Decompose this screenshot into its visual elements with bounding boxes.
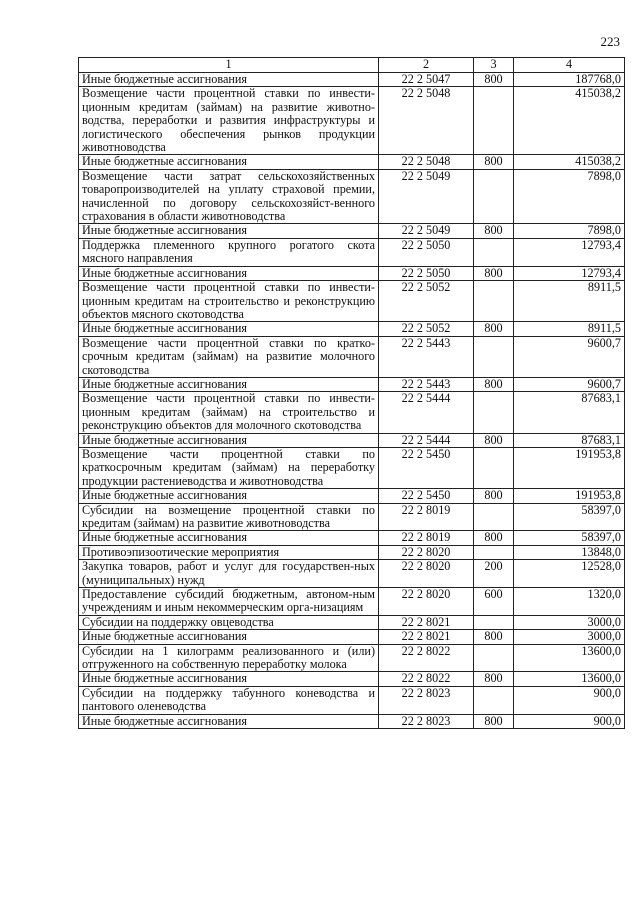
row-name-cell: Иные бюджетные ассигнования bbox=[79, 433, 379, 447]
row-code-cell: 22 2 8021 bbox=[379, 630, 474, 644]
row-code-cell: 22 2 5049 bbox=[379, 169, 474, 224]
row-expense-type-cell: 800 bbox=[474, 224, 514, 238]
row-amount-cell: 58397,0 bbox=[514, 531, 625, 545]
row-code-cell: 22 2 8023 bbox=[379, 714, 474, 728]
header-col-2: 2 bbox=[379, 58, 474, 73]
row-expense-type-cell bbox=[474, 336, 514, 377]
row-code-cell: 22 2 8019 bbox=[379, 503, 474, 531]
row-code-cell: 22 2 5048 bbox=[379, 155, 474, 169]
row-expense-type-cell bbox=[474, 686, 514, 714]
table-row bbox=[79, 155, 625, 169]
row-expense-type-cell: 800 bbox=[474, 672, 514, 686]
table-row bbox=[79, 238, 625, 266]
table-row bbox=[79, 714, 625, 728]
row-amount-cell: 415038,2 bbox=[514, 87, 625, 155]
table-row bbox=[79, 322, 625, 336]
table-row bbox=[79, 336, 625, 377]
row-expense-type-cell: 800 bbox=[474, 714, 514, 728]
row-code-cell: 22 2 5443 bbox=[379, 377, 474, 391]
row-expense-type-cell bbox=[474, 644, 514, 672]
table-row bbox=[79, 281, 625, 322]
row-amount-cell: 87683,1 bbox=[514, 392, 625, 433]
table-row bbox=[79, 433, 625, 447]
table-header-row bbox=[79, 58, 625, 73]
row-amount-cell: 13600,0 bbox=[514, 644, 625, 672]
row-amount-cell: 9600,7 bbox=[514, 336, 625, 377]
row-amount-cell: 12793,4 bbox=[514, 266, 625, 280]
row-name-cell: Иные бюджетные ассигнования bbox=[79, 73, 379, 87]
row-amount-cell: 12528,0 bbox=[514, 560, 625, 588]
row-expense-type-cell: 800 bbox=[474, 489, 514, 503]
table-row bbox=[79, 615, 625, 629]
row-name-cell: Субсидии на поддержку табунного коневодства и пантового оленеводства bbox=[79, 686, 379, 714]
row-expense-type-cell bbox=[474, 615, 514, 629]
page-number: 223 bbox=[600, 34, 620, 49]
table-row bbox=[79, 447, 625, 488]
row-code-cell: 22 2 8022 bbox=[379, 644, 474, 672]
row-expense-type-cell: 800 bbox=[474, 377, 514, 391]
row-amount-cell: 7898,0 bbox=[514, 224, 625, 238]
table-row bbox=[79, 73, 625, 87]
row-code-cell: 22 2 5444 bbox=[379, 392, 474, 433]
row-code-cell: 22 2 8020 bbox=[379, 588, 474, 616]
row-amount-cell: 13848,0 bbox=[514, 545, 625, 559]
row-amount-cell: 191953,8 bbox=[514, 489, 625, 503]
row-expense-type-cell bbox=[474, 169, 514, 224]
row-expense-type-cell: 200 bbox=[474, 560, 514, 588]
row-amount-cell: 58397,0 bbox=[514, 503, 625, 531]
row-code-cell: 22 2 5052 bbox=[379, 281, 474, 322]
table-row bbox=[79, 266, 625, 280]
row-name-cell: Иные бюджетные ассигнования bbox=[79, 489, 379, 503]
table-row bbox=[79, 503, 625, 531]
row-code-cell: 22 2 5450 bbox=[379, 489, 474, 503]
row-expense-type-cell bbox=[474, 503, 514, 531]
row-name-cell: Предоставление субсидий бюджетным, автоном-ным учреждениям и иным некоммерческим орга-низациям bbox=[79, 588, 379, 616]
row-expense-type-cell: 800 bbox=[474, 433, 514, 447]
row-code-cell: 22 2 5049 bbox=[379, 224, 474, 238]
row-name-cell: Иные бюджетные ассигнования bbox=[79, 377, 379, 391]
row-name-cell: Возмещение части процентной ставки по краткосрочным кредитам (займам) на переработку продукции растениеводства и животноводства bbox=[79, 447, 379, 488]
row-expense-type-cell: 600 bbox=[474, 588, 514, 616]
row-code-cell: 22 2 8022 bbox=[379, 672, 474, 686]
table-row bbox=[79, 630, 625, 644]
row-code-cell: 22 2 5450 bbox=[379, 447, 474, 488]
header-col-1: 1 bbox=[79, 58, 379, 73]
row-code-cell: 22 2 5047 bbox=[379, 73, 474, 87]
row-expense-type-cell: 800 bbox=[474, 322, 514, 336]
row-name-cell: Иные бюджетные ассигнования bbox=[79, 224, 379, 238]
row-name-cell: Иные бюджетные ассигнования bbox=[79, 714, 379, 728]
row-expense-type-cell bbox=[474, 238, 514, 266]
table-row bbox=[79, 489, 625, 503]
row-code-cell: 22 2 8023 bbox=[379, 686, 474, 714]
table-row bbox=[79, 560, 625, 588]
row-expense-type-cell bbox=[474, 545, 514, 559]
row-expense-type-cell: 800 bbox=[474, 630, 514, 644]
table-row bbox=[79, 377, 625, 391]
row-code-cell: 22 2 8019 bbox=[379, 531, 474, 545]
row-amount-cell: 900,0 bbox=[514, 714, 625, 728]
row-amount-cell: 7898,0 bbox=[514, 169, 625, 224]
row-name-cell: Возмещение части затрат сельскохозяйственных товаропроизводителей на уплату страховой премии, начисленной по договору сельскохозяйст-венного страхования в области животноводства bbox=[79, 169, 379, 224]
row-name-cell: Поддержка племенного крупного рогатого скота мясного направления bbox=[79, 238, 379, 266]
table-row bbox=[79, 224, 625, 238]
table-row bbox=[79, 545, 625, 559]
row-expense-type-cell: 800 bbox=[474, 155, 514, 169]
row-expense-type-cell: 800 bbox=[474, 73, 514, 87]
row-name-cell: Возмещение части процентной ставки по инвести-ционным кредитам (займам) на развитие животно-водства, переработки и развития инфраструктуры и логистического обеспечения рынков продукции животноводства bbox=[79, 87, 379, 155]
row-code-cell: 22 2 5050 bbox=[379, 238, 474, 266]
row-name-cell: Иные бюджетные ассигнования bbox=[79, 531, 379, 545]
row-name-cell: Возмещение части процентной ставки по инвести-ционным кредитам на строительство и реконструкцию объектов мясного скотоводства bbox=[79, 281, 379, 322]
row-expense-type-cell bbox=[474, 447, 514, 488]
row-name-cell: Противоэпизоотические мероприятия bbox=[79, 545, 379, 559]
row-amount-cell: 87683,1 bbox=[514, 433, 625, 447]
row-amount-cell: 1320,0 bbox=[514, 588, 625, 616]
row-amount-cell: 9600,7 bbox=[514, 377, 625, 391]
row-name-cell: Иные бюджетные ассигнования bbox=[79, 672, 379, 686]
table-row bbox=[79, 531, 625, 545]
row-amount-cell: 12793,4 bbox=[514, 238, 625, 266]
table-row bbox=[79, 672, 625, 686]
header-col-4: 4 bbox=[514, 58, 625, 73]
row-expense-type-cell bbox=[474, 281, 514, 322]
row-name-cell: Субсидии на поддержку овцеводства bbox=[79, 615, 379, 629]
row-name-cell: Возмещение части процентной ставки по кратко-срочным кредитам (займам) на развитие молочного скотоводства bbox=[79, 336, 379, 377]
row-amount-cell: 8911,5 bbox=[514, 281, 625, 322]
row-amount-cell: 13600,0 bbox=[514, 672, 625, 686]
row-code-cell: 22 2 5052 bbox=[379, 322, 474, 336]
row-amount-cell: 187768,0 bbox=[514, 73, 625, 87]
row-code-cell: 22 2 5444 bbox=[379, 433, 474, 447]
table-row bbox=[79, 686, 625, 714]
row-amount-cell: 900,0 bbox=[514, 686, 625, 714]
row-expense-type-cell: 800 bbox=[474, 531, 514, 545]
row-code-cell: 22 2 5048 bbox=[379, 87, 474, 155]
table-row bbox=[79, 392, 625, 433]
row-code-cell: 22 2 5443 bbox=[379, 336, 474, 377]
row-code-cell: 22 2 8021 bbox=[379, 615, 474, 629]
header-col-3: 3 bbox=[474, 58, 514, 73]
row-expense-type-cell bbox=[474, 392, 514, 433]
row-expense-type-cell: 800 bbox=[474, 266, 514, 280]
row-name-cell: Иные бюджетные ассигнования bbox=[79, 630, 379, 644]
row-name-cell: Субсидии на возмещение процентной ставки по кредитам (займам) на развитие животноводства bbox=[79, 503, 379, 531]
row-amount-cell: 415038,2 bbox=[514, 155, 625, 169]
row-code-cell: 22 2 8020 bbox=[379, 560, 474, 588]
table-row bbox=[79, 588, 625, 616]
row-amount-cell: 3000,0 bbox=[514, 630, 625, 644]
row-name-cell: Иные бюджетные ассигнования bbox=[79, 322, 379, 336]
row-amount-cell: 191953,8 bbox=[514, 447, 625, 488]
row-name-cell: Иные бюджетные ассигнования bbox=[79, 155, 379, 169]
row-name-cell: Субсидии на 1 килограмм реализованного и (или) отгруженного на собственную переработку молока bbox=[79, 644, 379, 672]
table-row bbox=[79, 87, 625, 155]
row-amount-cell: 8911,5 bbox=[514, 322, 625, 336]
row-expense-type-cell bbox=[474, 87, 514, 155]
budget-table bbox=[78, 57, 625, 729]
row-code-cell: 22 2 8020 bbox=[379, 545, 474, 559]
row-name-cell: Возмещение части процентной ставки по инвести-ционным кредитам (займам) на строительство и реконструкцию объектов для молочного скотоводства bbox=[79, 392, 379, 433]
row-code-cell: 22 2 5050 bbox=[379, 266, 474, 280]
table-row bbox=[79, 169, 625, 224]
row-name-cell: Иные бюджетные ассигнования bbox=[79, 266, 379, 280]
row-name-cell: Закупка товаров, работ и услуг для государствен-ных (муниципальных) нужд bbox=[79, 560, 379, 588]
row-amount-cell: 3000,0 bbox=[514, 615, 625, 629]
table-row bbox=[79, 644, 625, 672]
